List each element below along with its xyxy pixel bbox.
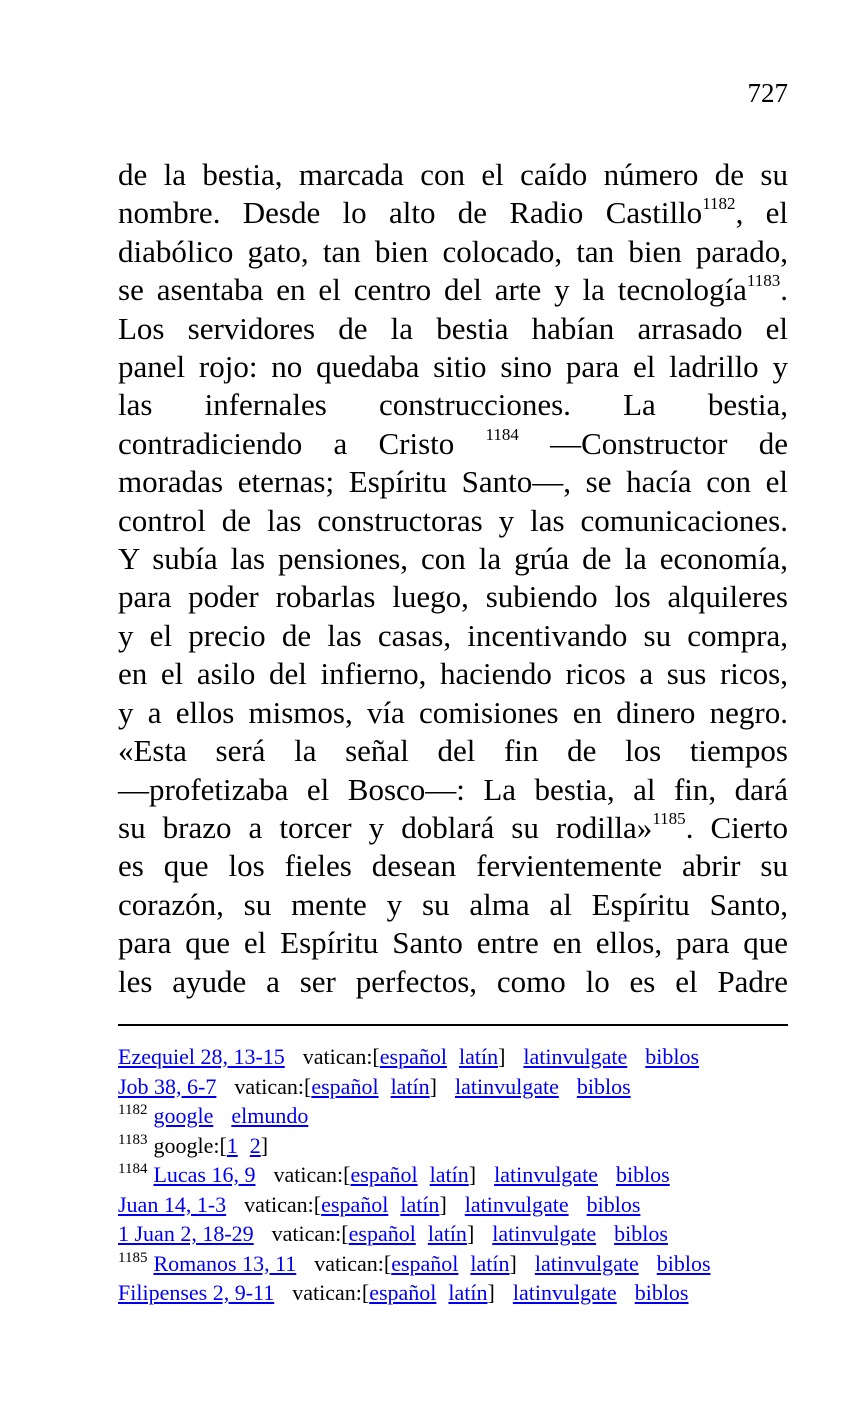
footnote-link[interactable]: Romanos 13, 11 — [153, 1250, 297, 1276]
footnote-line — [118, 1072, 818, 1102]
body-line — [118, 809, 788, 847]
footnote-text: vatican:[ — [314, 1250, 392, 1276]
footnote-link[interactable]: latinvulgate — [523, 1044, 628, 1069]
footnote-link[interactable]: latín — [448, 1280, 488, 1305]
body-text-run: Y subía las pensiones, con la grúa de la economía, — [118, 541, 788, 577]
footnote-reference: 1183 — [746, 271, 781, 291]
footnote-link[interactable]: español — [391, 1250, 459, 1276]
body-text-run: y el precio de las casas, incentivando su compra, — [118, 617, 788, 653]
body-line — [118, 348, 788, 386]
footnote-link[interactable]: biblos — [645, 1044, 700, 1069]
body-text-run: corazón, su mente y su alma al Espíritu Santo, — [118, 886, 788, 922]
body-text-run: las infernales construcciones. La bestia, — [118, 387, 788, 423]
body-line — [118, 694, 788, 732]
body-line — [118, 425, 788, 463]
body-text-run: su brazo a torcer y doblará su rodilla» — [118, 809, 653, 845]
footnote-text: ] — [429, 1073, 437, 1099]
body-line — [118, 540, 788, 578]
footnote-link[interactable]: biblos — [615, 1162, 670, 1187]
footnote-link[interactable]: biblos — [614, 1221, 668, 1246]
footnote-link[interactable]: español — [369, 1280, 437, 1305]
footnote-text: google:[ — [153, 1132, 227, 1158]
footnotes — [118, 1042, 818, 1308]
footnote-link[interactable]: latín — [427, 1221, 467, 1246]
body-text-run: nombre. Desde lo alto de Radio Castillo — [118, 195, 703, 231]
footnote-link[interactable]: biblos — [656, 1250, 711, 1276]
footnote-line — [118, 1042, 818, 1072]
footnote-link[interactable]: latinvulgate — [512, 1280, 617, 1305]
footnote-link[interactable]: latinvulgate — [455, 1073, 559, 1099]
footnote-link[interactable]: biblos — [634, 1280, 689, 1305]
body-line — [118, 502, 788, 540]
footnote-link[interactable]: latinvulgate — [494, 1162, 598, 1187]
footnote-separator — [118, 1024, 788, 1026]
footnote-link[interactable]: Job 38, 6-7 — [118, 1073, 217, 1099]
footnote-reference: 1185 — [652, 808, 686, 828]
footnote-reference: 1182 — [702, 194, 736, 214]
footnote-link[interactable]: latinvulgate — [534, 1250, 639, 1276]
body-text-run: —Constructor de — [518, 425, 789, 461]
body-text-run: se asentaba en el centro del arte y la tecnología — [118, 272, 747, 308]
footnote-link[interactable]: Ezequiel 28, 13-15 — [118, 1044, 285, 1069]
footnote-link[interactable]: latín — [458, 1044, 499, 1069]
body-line — [118, 886, 788, 924]
body-text-run: contradiciendo a Cristo — [118, 425, 486, 461]
body-text-run: «Esta será la señal del fin de los tiempos — [118, 733, 788, 769]
footnote-reference: 1184 — [485, 424, 519, 444]
footnote-text: ] — [466, 1221, 475, 1246]
footnote-text: ] — [498, 1044, 506, 1069]
body-line — [118, 578, 788, 616]
body-line — [118, 771, 788, 809]
footnote-text: ] — [439, 1191, 447, 1217]
body-line — [118, 310, 788, 348]
footnote-link[interactable]: latín — [390, 1073, 430, 1099]
body-text-run: . — [780, 272, 788, 308]
body-line — [118, 732, 788, 770]
footnote-link[interactable]: español — [321, 1191, 389, 1217]
footnote-number: 1185 — [118, 1249, 148, 1266]
body-text-run: control de las constructoras y las comunicaciones. — [118, 502, 788, 538]
footnote-text: vatican:[ — [271, 1221, 349, 1246]
body-line — [118, 194, 788, 232]
footnote-link[interactable]: español — [350, 1162, 418, 1187]
footnote-line — [118, 1249, 818, 1279]
body-line — [118, 963, 788, 1001]
footnote-link[interactable]: latín — [470, 1250, 510, 1276]
footnote-link[interactable]: latín — [400, 1191, 440, 1217]
footnote-link[interactable]: 1 — [226, 1132, 238, 1158]
footnote-link[interactable]: español — [379, 1044, 447, 1069]
footnote-line — [118, 1219, 818, 1249]
footnote-text: ] — [487, 1280, 495, 1305]
body-line — [118, 924, 788, 962]
footnote-text: vatican:[ — [273, 1162, 351, 1187]
body-text-run: —profetizaba el Bosco—: La bestia, al fin, dará — [118, 771, 788, 807]
footnote-link[interactable]: latinvulgate — [492, 1221, 597, 1246]
body-line — [118, 386, 788, 424]
footnote-number: 1184 — [118, 1161, 148, 1177]
body-line — [118, 847, 788, 885]
body-text-run: Los servidores de la bestia habían arrasado el — [118, 310, 788, 346]
footnote-link[interactable]: 2 — [249, 1132, 261, 1158]
footnote-link[interactable]: Lucas 16, 9 — [153, 1162, 256, 1187]
footnote-text: ] — [260, 1132, 269, 1158]
body-line — [118, 271, 788, 309]
page-number: 727 — [747, 78, 788, 108]
body-text — [118, 156, 788, 1001]
footnote-link[interactable]: latín — [429, 1162, 469, 1187]
footnote-number: 1183 — [118, 1131, 148, 1148]
footnote-text: vatican:[ — [292, 1280, 370, 1305]
body-text-run: moradas eternas; Espíritu Santo—, se hacía con el — [118, 464, 788, 500]
footnote-link[interactable]: elmundo — [231, 1103, 309, 1128]
footnote-line — [118, 1190, 818, 1220]
body-text-run: . Cierto — [685, 809, 788, 845]
footnote-line — [118, 1131, 818, 1161]
footnote-text: ] — [509, 1250, 517, 1276]
footnote-text: ] — [468, 1162, 477, 1187]
footnote-link[interactable]: español — [311, 1073, 379, 1099]
body-text-run: de la bestia, marcada con el caído número de su — [118, 157, 788, 192]
footnote-link[interactable]: 1 Juan 2, 18-29 — [118, 1221, 254, 1246]
footnote-link[interactable]: español — [348, 1221, 416, 1246]
footnote-line — [118, 1101, 818, 1131]
footnote-link[interactable]: Filipenses 2, 9-11 — [118, 1280, 275, 1305]
footnote-text: vatican:[ — [234, 1073, 312, 1099]
footnote-number: 1182 — [118, 1102, 148, 1118]
body-text-run: les ayude a ser perfectos, como lo es el Padre — [118, 963, 788, 999]
body-text-run: , el — [735, 195, 789, 231]
footnote-link[interactable]: Juan 14, 1-3 — [118, 1191, 227, 1217]
body-text-run: diabólico gato, tan bien colocado, tan bien parado, — [118, 233, 788, 269]
footnote-link[interactable]: latinvulgate — [464, 1191, 569, 1217]
body-text-run: panel rojo: no quedaba sitio sino para el ladrillo y — [118, 349, 788, 385]
body-line — [118, 655, 788, 693]
body-text-run: para que el Espíritu Santo entre en ellos, para que — [118, 925, 788, 961]
body-text-run: y a ellos mismos, vía comisiones en dinero negro. — [118, 694, 788, 730]
body-text-run: para poder robarlas luego, subiendo los alquileres — [118, 579, 788, 615]
body-line — [118, 463, 788, 501]
footnote-text: vatican:[ — [244, 1191, 322, 1217]
body-line — [118, 617, 788, 655]
footnote-line — [118, 1160, 818, 1190]
footnote-link[interactable]: biblos — [576, 1073, 631, 1099]
body-line — [118, 233, 788, 271]
footnote-link[interactable]: biblos — [586, 1191, 641, 1217]
footnote-text: vatican:[ — [302, 1044, 380, 1069]
footnote-line — [118, 1278, 818, 1308]
body-text-run: en el asilo del infierno, haciendo ricos a sus ricos, — [118, 656, 788, 692]
body-line — [118, 156, 788, 194]
footnote-link[interactable]: google — [153, 1103, 214, 1128]
body-text-run: es que los fieles desean fervientemente abrir su — [118, 848, 788, 884]
